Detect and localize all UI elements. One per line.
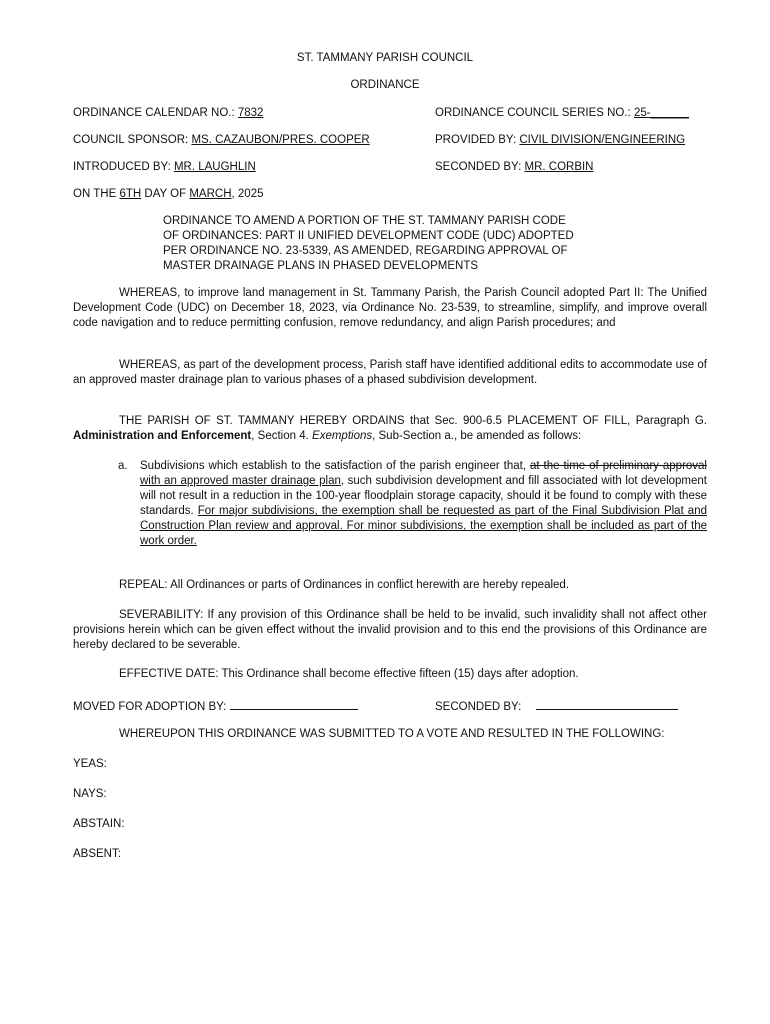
- inserted-text: For major subdivisions, the exemption shall be requested as part of the Final Subdivision Plat and Construction Plan review and approval. For minor subdivisions, the exemption shall be included as part of the work order.: [140, 505, 707, 547]
- sponsor-value: MS. CAZAUBON/PRES. COOPER: [191, 134, 370, 146]
- provided-value: CIVIL DIVISION/ENGINEERING: [519, 134, 686, 146]
- calendar-number: [73, 107, 263, 119]
- abstain-label: ABSTAIN:: [73, 818, 125, 830]
- seconded-blank-line: [536, 698, 678, 710]
- whereas-paragraph-2: WHEREAS, as part of the development process, Parish staff have identified additional edits to accommodate use of an approved master drainage plan to various phases of a phased subdivision development.: [73, 359, 707, 386]
- sponsor-label: COUNCIL SPONSOR:: [73, 134, 189, 146]
- date-middle: DAY OF: [144, 188, 187, 200]
- introduced-label: INTRODUCED BY:: [73, 161, 171, 173]
- amendment-item-text: [140, 459, 707, 549]
- seconded-label: SECONDED BY:: [435, 161, 522, 173]
- date-day: 6TH: [119, 188, 142, 200]
- series-label: ORDINANCE COUNCIL SERIES NO.:: [435, 107, 631, 119]
- amendment-item: [118, 459, 707, 549]
- ordains-italic-text: Exemptions: [312, 430, 373, 442]
- ordains-text: , Sub-Section a., be amended as follows:: [372, 430, 582, 442]
- introduced-value: MR. LAUGHLIN: [173, 161, 256, 173]
- date-prefix: ON THE: [73, 188, 117, 200]
- vote-seconded-label: SECONDED BY:: [435, 701, 522, 713]
- ordains-paragraph: [73, 414, 707, 444]
- calendar-label: ORDINANCE CALENDAR NO.:: [73, 107, 235, 119]
- inserted-text: with an approved master drainage plan: [140, 475, 341, 487]
- list-marker: a.: [118, 460, 128, 472]
- council-sponsor: [73, 134, 370, 146]
- moved-for-adoption: [73, 698, 358, 713]
- absent-label: ABSENT:: [73, 848, 121, 860]
- whereupon-line: WHEREUPON THIS ORDINANCE WAS SUBMITTED TO A VOTE AND RESULTED IN THE FOLLOWING:: [119, 728, 665, 740]
- nays-label: NAYS:: [73, 788, 107, 800]
- ordains-text: , Section 4.: [251, 430, 309, 442]
- amendment-text: , such subdivision development and fill associated with lot development will not result in a reduction in the 100-year floodplain storage capacity, should it be found to comply with these standards.: [140, 475, 707, 517]
- ordinance-title: [163, 214, 633, 274]
- title-line: ORDINANCE TO AMEND A PORTION OF THE ST. TAMMANY PARISH CODE: [163, 215, 566, 227]
- effective-date-paragraph: EFFECTIVE DATE: This Ordinance shall become effective fifteen (15) days after adoption.: [119, 668, 579, 680]
- amendment-text: Subdivisions which establish to the satisfaction of the parish engineer that,: [140, 460, 527, 472]
- seconded-value: MR. CORBIN: [524, 161, 594, 173]
- yeas-label: YEAS:: [73, 758, 107, 770]
- repeal-paragraph: REPEAL: All Ordinances or parts of Ordinances in conflict herewith are hereby repealed.: [119, 579, 570, 591]
- series-value: 25-______: [633, 107, 689, 119]
- vote-seconded-by: [435, 698, 678, 713]
- council-heading: ST. TAMMANY PARISH COUNCIL: [296, 52, 474, 64]
- whereas-paragraph-1: WHEREAS, to improve land management in St. Tammany Parish, the Parish Council adopted Part II: The Unified Development Code (UDC) on December 18, 2023, via Ordinance No. 23-539, to streamline, simplify, and improve overall code navigation and to reduce permitting confusion, remove redundancy, and align Parish procedures; and: [73, 287, 707, 329]
- moved-label: MOVED FOR ADOPTION BY:: [73, 701, 227, 713]
- moved-blank-line: [230, 698, 358, 710]
- seconded-by: [435, 161, 593, 173]
- struck-text: at the time of preliminary approval: [529, 460, 707, 472]
- series-number: [435, 107, 689, 119]
- ordinance-date: [73, 188, 264, 200]
- date-year: , 2025: [231, 188, 264, 200]
- document-type-heading: ORDINANCE: [350, 79, 420, 91]
- ordains-text: THE PARISH OF ST. TAMMANY HEREBY ORDAINS that Sec. 900-6.5 PLACEMENT OF FILL, Paragraph G.: [119, 415, 707, 427]
- calendar-value: 7832: [237, 107, 264, 119]
- provided-by: [435, 134, 685, 146]
- title-line: OF ORDINANCES: PART II UNIFIED DEVELOPMENT CODE (UDC) ADOPTED: [163, 230, 574, 242]
- title-line: MASTER DRAINAGE PLANS IN PHASED DEVELOPMENTS: [163, 260, 479, 272]
- date-month: MARCH: [189, 188, 232, 200]
- title-line: PER ORDINANCE NO. 23-5339, AS AMENDED, REGARDING APPROVAL OF: [163, 245, 568, 257]
- provided-label: PROVIDED BY:: [435, 134, 517, 146]
- ordains-bold-text: Administration and Enforcement: [73, 430, 252, 442]
- introduced-by: [73, 161, 256, 173]
- severability-paragraph: SEVERABILITY: If any provision of this Ordinance shall be held to be invalid, such invalidity shall not affect other provisions herein which can be given effect without the invalid provision and to this end the provisions of this Ordinance are hereby declared to be severable.: [73, 609, 707, 651]
